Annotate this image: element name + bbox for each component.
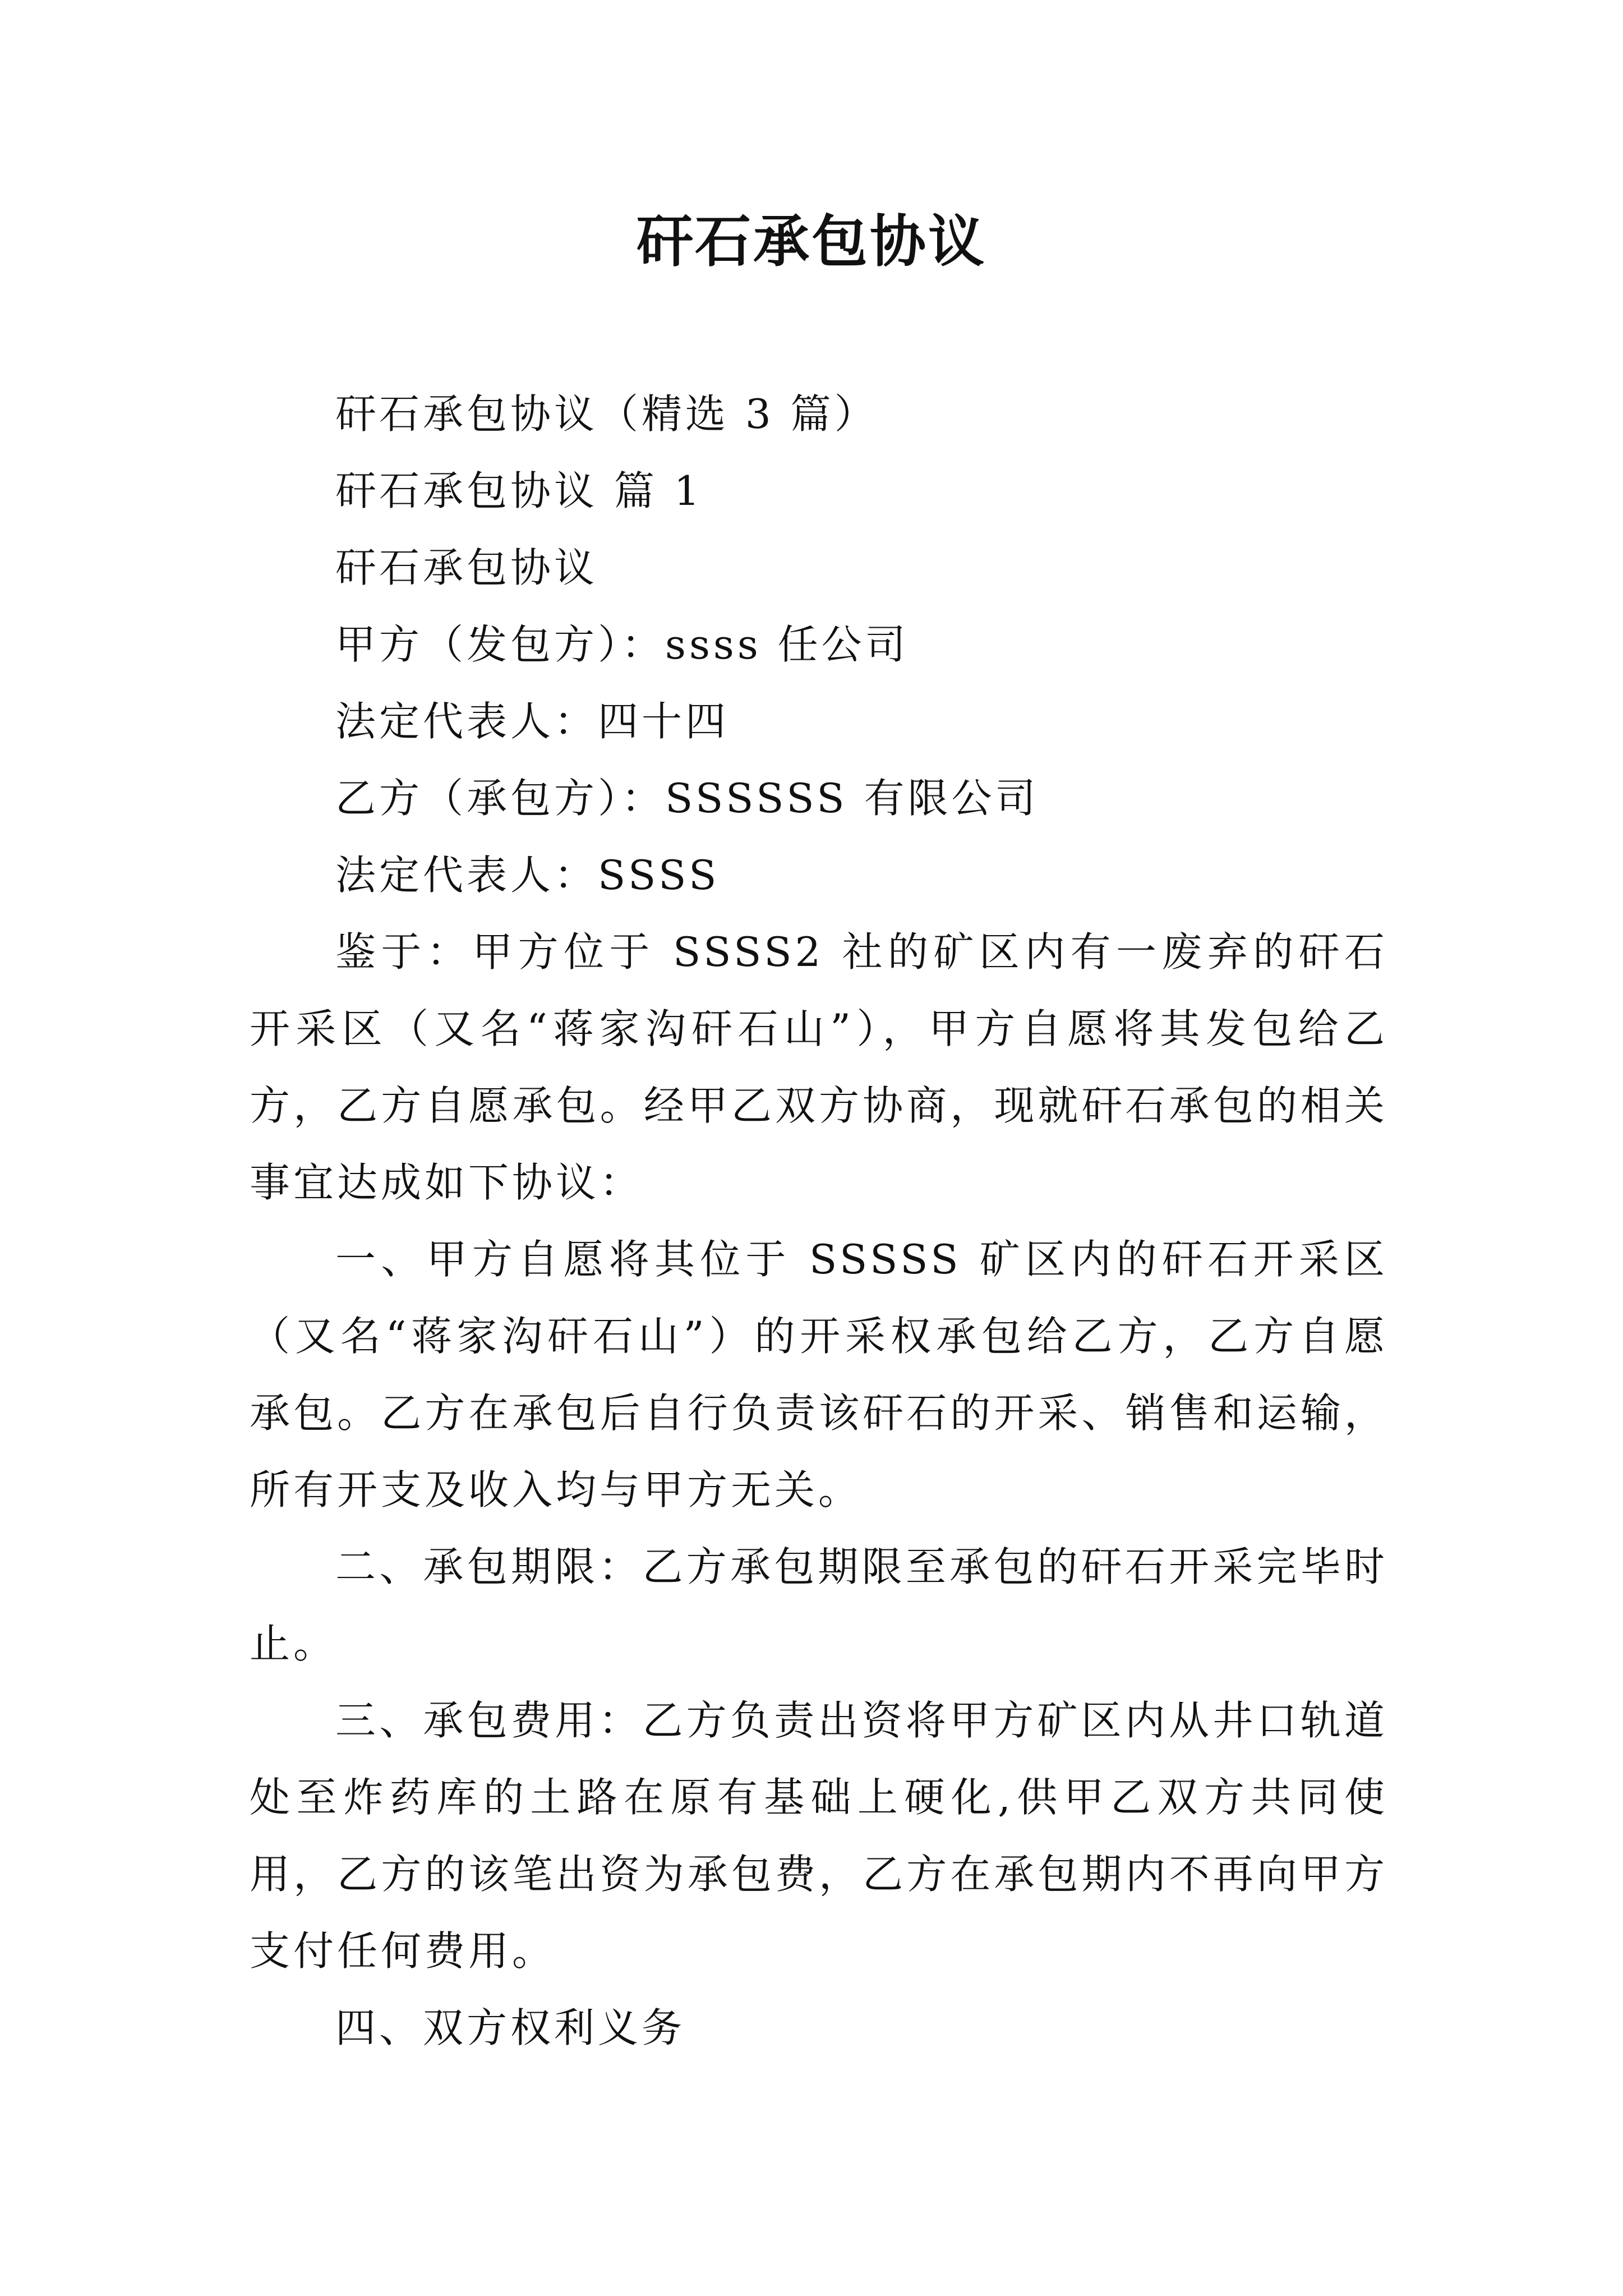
paragraph-section-heading: 矸石承包协议 篇 1 [335, 467, 703, 514]
paragraph-clause-2: 二、承包期限：乙方承包期限至承包的矸石开采完毕时止。 [250, 1543, 1388, 1667]
paragraph-preamble: 鉴于：甲方位于 SSSS2 社的矿区内有一废弃的矸石开采区（又名“蒋家沟矸石山”），甲方自愿将其发包给乙方，乙方自愿承包。经甲乙双方协商，现就矸石承包的相关事宜达成如下协议： [250, 928, 1388, 1206]
paragraph-clause-4-heading: 四、双方权利义务 [335, 2004, 686, 2051]
document-body [250, 376, 1388, 2067]
paragraph-party-b: 乙方（承包方）：SSSSSS 有限公司 [335, 775, 1039, 822]
document-title: 矸石承包协议 [637, 208, 986, 274]
paragraph-agreement-name: 矸石承包协议 [335, 544, 598, 591]
paragraph-party-a-representative: 法定代表人：四十四 [335, 698, 730, 745]
paragraph-clause-1: 一、甲方自愿将其位于 SSSSS 矿区内的矸石开采区（又名“蒋家沟矸石山”）的开采权承包给乙方，乙方自愿承包。乙方在承包后自行负责该矸石的开采、销售和运输，所有开支及收入均与甲方无关。 [250, 1236, 1388, 1513]
paragraph-party-b-representative: 法定代表人：SSSS [335, 852, 720, 899]
paragraph-party-a: 甲方（发包方）：ssss 任公司 [335, 621, 909, 668]
paragraph-subtitle: 矸石承包协议（精选 3 篇） [335, 390, 878, 438]
paragraph-clause-3: 三、承包费用：乙方负责出资将甲方矿区内从井口轨道处至炸药库的土路在原有基础上硬化,供甲乙双方共同使用，乙方的该笔出资为承包费，乙方在承包期内不再向甲方支付任何费用。 [250, 1697, 1388, 1975]
